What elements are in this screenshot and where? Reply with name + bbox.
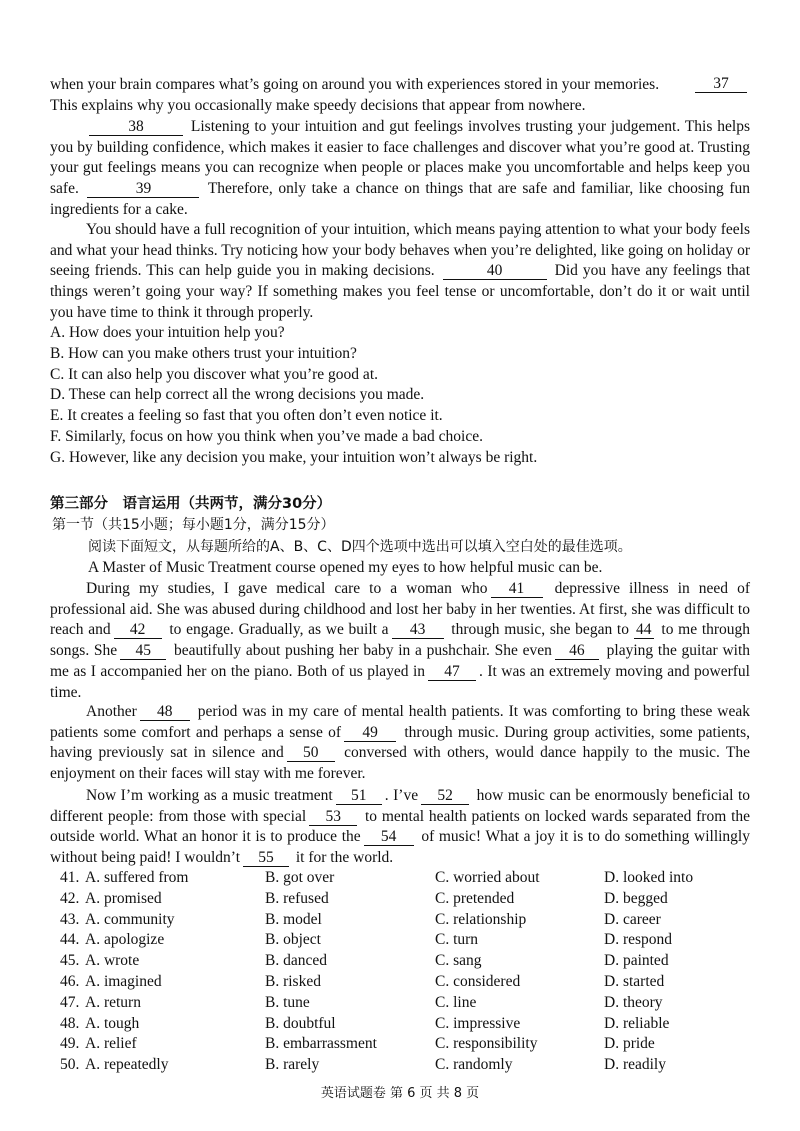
choice-option-d: D. pride (604, 1035, 655, 1053)
blank-37: 37 (695, 75, 747, 93)
paragraph-38 (50, 117, 750, 221)
cloze-paragraph-2 (50, 702, 750, 785)
choice-option-d: D. reliable (604, 1014, 670, 1032)
blank-53: 53 (309, 808, 357, 826)
blank-52: 52 (421, 787, 469, 805)
blank-46: 46 (555, 642, 599, 660)
option-g: G. However, like any decision you make, your intuition won’t always be right. (50, 449, 538, 466)
blank-55: 55 (243, 849, 289, 867)
cloze-text: During my studies, I gave medical care to a woman who (86, 580, 488, 597)
choice-option-a: A. wrote (85, 952, 140, 970)
cloze-text: beautifully about pushing her baby in a pushchair. She even (173, 642, 552, 660)
blank-48: 48 (140, 703, 190, 721)
cloze-text: playing the guitar with me as I accompanied her on the piano. Both of us played in (50, 642, 751, 680)
choice-option-b: B. doubtful (265, 1014, 336, 1032)
cloze-text: how music can be enormously beneficial to different people: from those with special (50, 787, 750, 825)
choice-option-c: C. pretended (435, 889, 515, 907)
choice-option-c: C. turn (435, 931, 479, 949)
blank-51: 51 (336, 787, 382, 805)
question-number: 50. (60, 1056, 80, 1074)
paragraph-text: Therefore, only take a chance on things that are safe and familiar, like choosing fun ingredients for a cake. (50, 180, 750, 218)
blank-38: 38 (89, 118, 183, 136)
cloze-paragraph-1 (50, 579, 750, 703)
paragraph-40 (50, 220, 750, 324)
choice-option-a: A. apologize (85, 931, 165, 949)
question-number: 45. (60, 952, 80, 970)
question-number: 48. (60, 1014, 80, 1032)
cloze-text: to engage. Gradually, as we built a (169, 621, 389, 639)
cloze-text: through music, she began to (451, 621, 629, 639)
paragraph-text: You should have a full recognition of your intuition, which means paying attention to what your body feels and what your head thinks. Try noticing how your body behaves when you’re delighted, like going on holiday or seeing friends. This can help guide you in making decisions. (50, 221, 750, 280)
question-number: 46. (60, 973, 80, 990)
question-number: 43. (60, 910, 80, 928)
instruction-text: 阅读下面短文，从每题所给的A、B、C、D四个选项中选出可以填入空白处的最佳选项。 (88, 539, 632, 555)
option-d: D. These can help correct all the wrong decisions you made. (50, 386, 425, 403)
choice-option-a: A. community (85, 910, 175, 928)
choice-option-c: C. line (435, 993, 477, 1011)
choice-option-b: B. refused (265, 889, 329, 907)
choice-option-d: D. career (604, 910, 661, 928)
choice-option-a: A. imagined (85, 973, 162, 990)
choice-option-a: A. suffered from (85, 869, 189, 886)
choice-option-a: A. relief (85, 1035, 137, 1053)
choice-option-d: D. looked into (604, 869, 694, 886)
question-number: 47. (60, 993, 80, 1011)
choice-option-c: C. sang (435, 952, 482, 970)
cloze-text: through music. During group activities, some patients, having previously sat in silence and (50, 723, 751, 762)
choice-option-a: A. promised (85, 889, 162, 907)
choice-option-a: A. return (85, 993, 141, 1011)
choice-option-a: A. tough (85, 1014, 140, 1032)
choice-option-d: D. started (604, 973, 665, 990)
question-number: 44. (60, 931, 80, 949)
question-number: 41. (60, 869, 80, 886)
option-f: F. Similarly, focus on how you think when you’ve made a bad choice. (50, 428, 483, 445)
passage-line: This explains why you occasionally make speedy decisions that appear from nowhere. (50, 97, 586, 114)
choice-option-b: B. tune (265, 993, 310, 1011)
choice-option-d: D. respond (604, 931, 673, 949)
question-number: 42. (60, 889, 80, 907)
passage-text: when your brain compares what’s going on around you with experiences stored in your memories. (50, 76, 660, 93)
option-b: B. How can you make others trust your intuition? (50, 345, 357, 362)
choice-option-a: A. repeatedly (85, 1056, 169, 1074)
blank-49: 49 (344, 724, 396, 742)
blank-47: 47 (428, 663, 476, 681)
choice-option-d: D. readily (604, 1056, 666, 1074)
cloze-text: . I’ve (384, 787, 419, 804)
cloze-text: . It was an extremely moving and powerful time. (50, 662, 750, 701)
blank-54: 54 (364, 828, 414, 846)
cloze-text: Another (86, 703, 137, 720)
option-a: A. How does your intuition help you? (50, 324, 285, 341)
choice-option-b: B. rarely (265, 1056, 320, 1074)
blank-41: 41 (491, 580, 543, 598)
cloze-text: Now I’m working as a music treatment (86, 787, 333, 804)
cloze-text: it for the world. (295, 849, 394, 867)
choice-option-b: B. object (265, 931, 321, 949)
option-c: C. It can also help you discover what you’re good at. (50, 366, 378, 383)
choice-option-c: C. considered (435, 973, 521, 990)
cloze-text: of music! What a joy it is to do something willingly without being paid! I wouldn’t (50, 828, 750, 867)
paragraph-text: Did you have any feelings that things weren’t going your way? If something makes you feel tense or uncomfortable, don’t do it or wait until you have time to think it through properly. (50, 262, 750, 321)
question-number: 49. (60, 1035, 80, 1053)
cloze-text: to me through songs. She (50, 621, 751, 660)
choice-option-c: C. worried about (435, 869, 540, 886)
cloze-text: conversed with others, would dance happily to the music. The enjoyment on their faces will stay with me forever. (50, 744, 750, 783)
choice-option-c: C. impressive (435, 1014, 521, 1032)
cloze-text: depressive illness in need of professional aid. She was abused during childhood and lost her baby in her twenties. At first, she was difficult to reach and (50, 580, 750, 639)
cloze-intro: A Master of Music Treatment course opened my eyes to how helpful music can be. (88, 559, 603, 576)
blank-42: 42 (114, 621, 162, 639)
choice-option-b: B. embarrassment (265, 1035, 377, 1053)
choice-option-c: C. relationship (435, 910, 527, 928)
choice-option-c: C. responsibility (435, 1035, 538, 1053)
choice-option-b: B. model (265, 910, 322, 928)
choice-option-d: D. begged (604, 889, 668, 907)
blank-40: 40 (443, 262, 547, 280)
choice-option-b: B. got over (265, 869, 335, 886)
paragraph-text: Listening to your intuition and gut feelings involves trusting your judgement. This helps you by building confidence, which makes it easier to face challenges and discover what you’re good at. Trusting your gut feelings means you can recognize when people or places make you uncomfortable and helps keep you safe. (50, 118, 751, 198)
blank-39: 39 (87, 180, 199, 198)
cloze-text: period was in my care of mental health patients. It was comforting to bring these weak patients some comfort and perhaps a sense of (50, 703, 751, 741)
option-e: E. It creates a feeling so fast that you often don’t even notice it. (50, 407, 443, 424)
cloze-paragraph-3 (50, 786, 750, 869)
cloze-text: to mental health patients on locked wards separated from the outside world. What an honor it is to produce the (50, 807, 751, 846)
section-heading: 第一节（共15小题；每小题1分，满分15分） (52, 517, 335, 533)
choice-option-d: D. theory (604, 993, 663, 1011)
blank-45: 45 (120, 642, 166, 660)
choice-option-b: B. danced (265, 952, 327, 970)
blank-50: 50 (287, 744, 335, 762)
part-heading: 第三部分 语言运用（共两节，满分30分） (50, 496, 332, 512)
page-footer: 英语试题卷 第 6 页 共 8 页 (320, 1086, 480, 1101)
blank-44: 44 (634, 621, 654, 639)
choice-option-c: C. randomly (435, 1056, 513, 1074)
passage-line (50, 75, 750, 95)
choice-option-b: B. risked (265, 973, 321, 990)
choice-option-d: D. painted (604, 952, 669, 970)
blank-43: 43 (392, 621, 444, 639)
